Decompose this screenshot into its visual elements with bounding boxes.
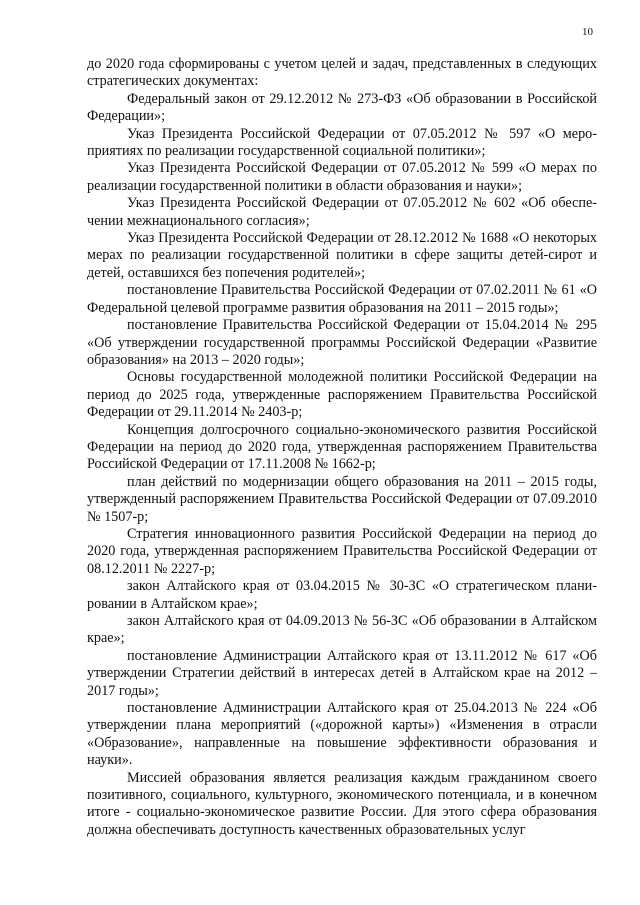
paragraph-innovation-strategy: Стратегия инновационного развития Российской Федерации на период до 2020 года, утвержденная распоряжением Правительства Российской Федерации от 08.12.2011 № 2227-р;	[87, 525, 597, 577]
paragraph-decree-1688: Указ Президента Российской Федерации от 28.12.2012 № 1688 «О некоторых мерах по реализации государственной политики в сфере защиты детей-сирот и детей, оставшихся без попечения родителей»;	[87, 230, 597, 281]
paragraph-decree-597: Указ Президента Российской Федерации от 07.05.2012 № 597 «О мероприятиях по реализации государственной социальной политики»;	[87, 125, 597, 160]
paragraph-intro: до 2020 года сформированы с учетом целей и задач, представленных в следующих стратегических документах:	[87, 56, 597, 90]
paragraph-decree-602: Указ Президента Российской Федерации от 07.05.2012 № 602 «Об обеспечении межнационального согласия»;	[87, 195, 597, 229]
paragraph-regional-law-56: закон Алтайского края от 04.09.2013 № 56-ЗС «Об образовании в Алтайском крае»;	[87, 613, 597, 647]
paragraph-federal-law-273: Федеральный закон от 29.12.2012 № 273-ФЗ «Об образовании в Российской Федерации»;	[87, 90, 597, 125]
paragraph-decree-599: Указ Президента Российской Федерации от 07.05.2012 № 599 «О мерах по реализации государственной политики в области образования и науки»;	[87, 160, 597, 194]
paragraph-modernization-plan: план действий по модернизации общего образования на 2011 – 2015 годы, утвержденный распоряжением Правительства Российской Федерации от 07.09.2010 № 1507-р;	[87, 473, 597, 525]
paragraph-education-mission: Миссией образования является реализация каждым гражданином своего позитивного, социального, культурного, экономического потенциала, и в конечном итоге - социально-экономическое развитие России. Для этого сфера образования должна обеспечивать доступность качественных образовательных услуг	[87, 769, 597, 838]
paragraph-resolution-295: постановление Правительства Российской Федерации от 15.04.2014 № 295 «Об утверждении государственной программы Российской Федерации «Развитие образования» на 2013 – 2020 годы»;	[87, 317, 597, 368]
paragraph-regional-resolution-224: постановление Администрации Алтайского края от 25.04.2013 № 224 «Об утверждении плана мероприятий («дорожной карты») «Изменения в отрасли «Образование», направленные на повышение эффективности образования и науки».	[87, 700, 597, 769]
paragraph-resolution-61: постановление Правительства Российской Федерации от 07.02.2011 № 61 «О Федеральной целевой программе развития образования на 2011 – 2015 годы»;	[87, 282, 597, 316]
paragraph-development-concept: Концепция долгосрочного социально-экономического развития Российской Федерации на период до 2020 года, утвержденная распоряжением Правительства Российской Федерации от 17.11.2008 № 1662-р;	[87, 421, 597, 473]
document-body	[87, 56, 597, 839]
paragraph-regional-law-30: закон Алтайского края от 03.04.2015 № 30-ЗС «О стратегическом планировании в Алтайском крае»;	[87, 578, 597, 612]
page-number: 10	[582, 26, 593, 38]
paragraph-regional-resolution-617: постановление Администрации Алтайского края от 13.11.2012 № 617 «Об утверждении Стратегии действий в интересах детей в Алтайском крае на 2012 – 2017 годы»;	[87, 647, 597, 699]
paragraph-youth-policy: Основы государственной молодежной политики Российской Федерации на период до 2025 года, утвержденные распоряжением Правительства Российской Федерации от 29.11.2014 № 2403-р;	[87, 369, 597, 421]
